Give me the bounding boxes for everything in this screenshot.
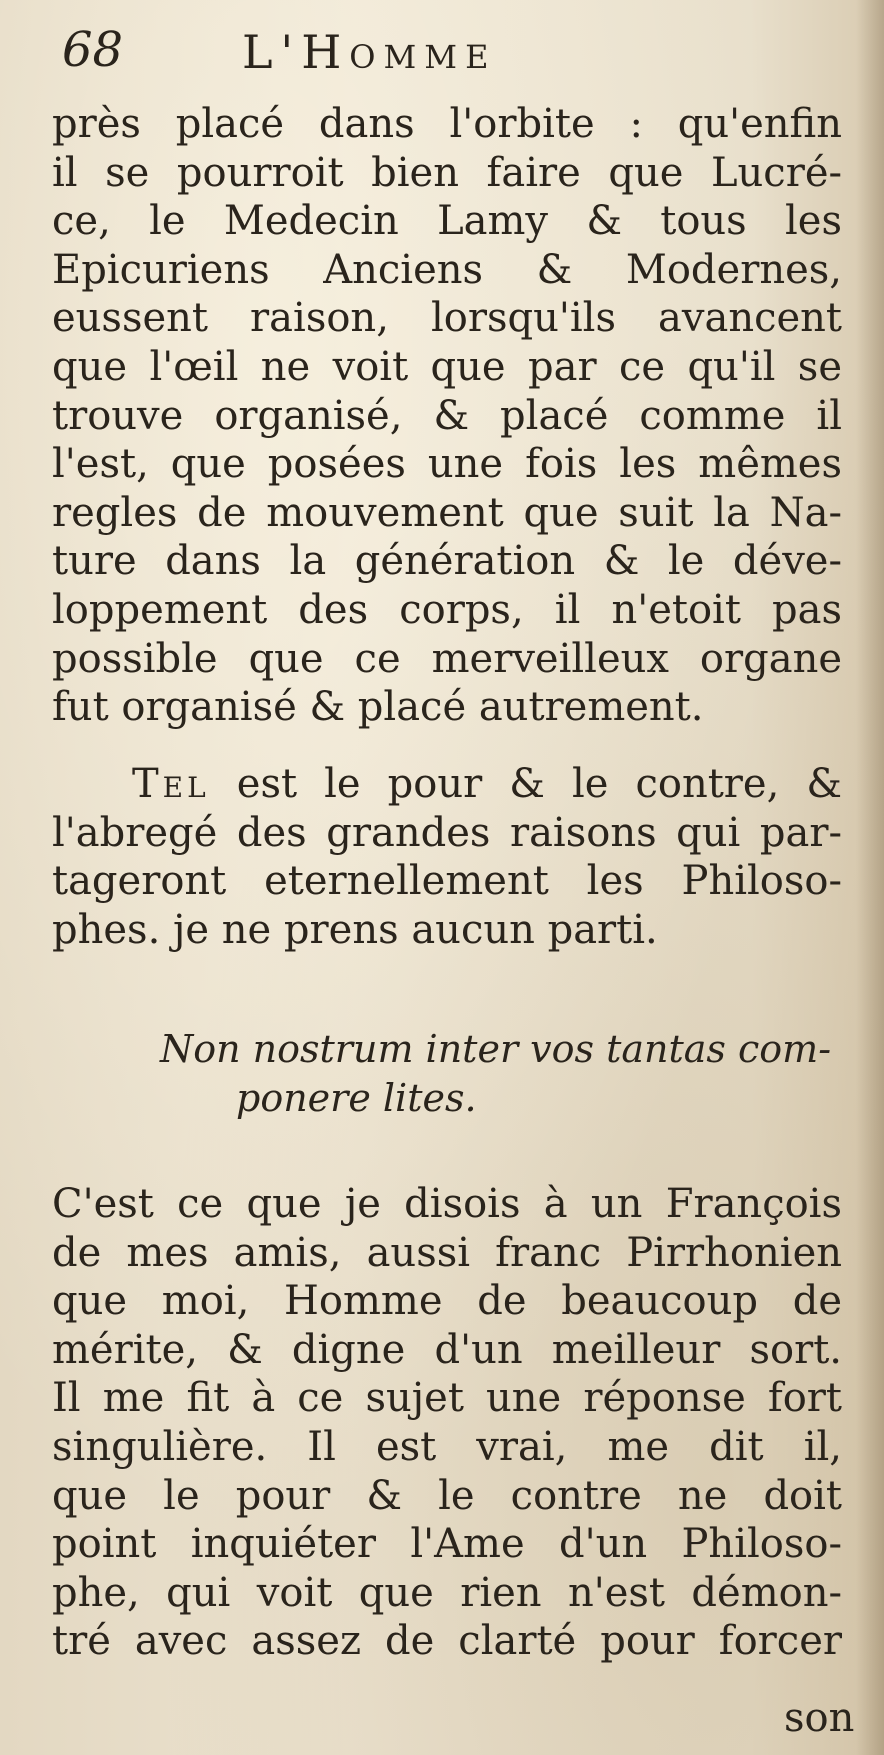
page-edge-shadow — [856, 0, 884, 1755]
running-title: L'Homme — [242, 25, 497, 79]
latin-quotation — [160, 1025, 850, 1122]
text-line: que l'œil ne voit que par ce qu'il se — [52, 343, 842, 390]
text-line: ture dans la génération & le déve- — [52, 538, 842, 585]
paragraph-1 — [52, 100, 842, 732]
page-number: 68 — [62, 22, 124, 78]
text-line: trouve organisé, & placé comme il — [52, 392, 842, 439]
text-line: C'est ce que je disois à un François — [52, 1181, 842, 1227]
text-line: phe, qui voit que rien n'est démon- — [52, 1569, 842, 1616]
paragraph-lead-word: Tel — [132, 761, 210, 807]
text-line: possible que ce merveilleux organe — [52, 635, 842, 682]
text-line: mérite, & digne d'un meilleur sort. — [52, 1326, 842, 1373]
text-line: que le pour & le contre ne doit — [52, 1472, 842, 1519]
quote-line: Non nostrum inter vos tantas com- — [160, 1027, 832, 1071]
text-line: Epicuriens Anciens & Modernes, — [52, 246, 842, 293]
text-fragment: est le pour & le contre, & — [209, 761, 842, 807]
paragraph-3 — [52, 1180, 842, 1666]
catchword: son — [784, 1695, 855, 1741]
text-line: fut organisé & placé autrement. — [52, 684, 704, 731]
text-line: Il me fit à ce sujet une réponse fort — [52, 1375, 842, 1422]
text-line: regles de mouvement que suit la Na- — [52, 489, 842, 536]
text-line: de mes amis, aussi franc Pirrhonien — [52, 1229, 842, 1276]
text-line: que moi, Homme de beaucoup de — [52, 1278, 842, 1325]
text-line: tré avec assez de clarté pour forcer — [52, 1618, 842, 1665]
paragraph-2 — [52, 760, 842, 954]
text-line: singulière. Il est vrai, me dit il, — [52, 1423, 842, 1470]
quote-line: ponere lites. — [236, 1075, 477, 1120]
text-line: près placé dans l'orbite : qu'enfin — [52, 101, 842, 147]
text-line: loppement des corps, il n'etoit pas — [52, 586, 842, 633]
text-line — [52, 760, 842, 809]
text-line: l'abregé des grandes raisons qui par- — [52, 809, 842, 856]
running-head — [52, 18, 832, 88]
text-line: eussent raison, lorsqu'ils avancent — [52, 295, 842, 342]
text-line: point inquiéter l'Ame d'un Philoso- — [52, 1521, 842, 1568]
text-line: phes. je ne prens aucun parti. — [52, 906, 658, 953]
text-line: il se pourroit bien faire que Lucré- — [52, 149, 842, 196]
text-line: ce, le Medecin Lamy & tous les — [52, 198, 842, 245]
text-line: tageront eternellement les Philoso- — [52, 858, 842, 905]
text-line: l'est, que posées une fois les mêmes — [52, 441, 842, 488]
